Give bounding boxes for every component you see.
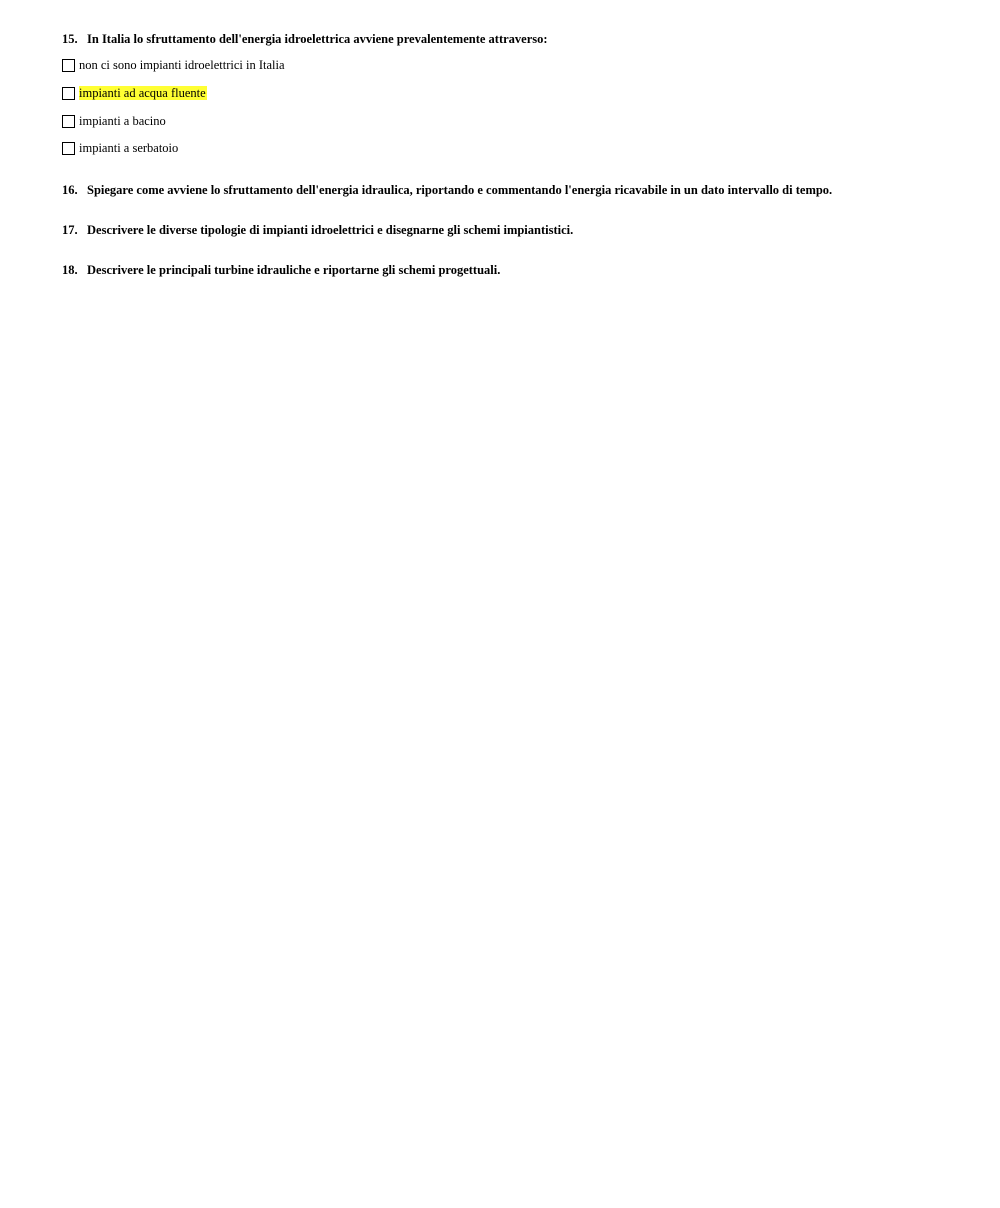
question-18 <box>62 262 500 278</box>
option-4[interactable] <box>62 140 179 156</box>
option-label: impianti a bacino <box>79 114 166 128</box>
question-text: In Italia lo sfruttamento dell'energia idroelettrica avviene prevalentemente attraverso: <box>87 32 548 46</box>
option-label: impianti a serbatoio <box>79 141 179 155</box>
option-label-highlighted: impianti ad acqua fluente <box>79 86 206 100</box>
question-number: 18. <box>62 263 78 277</box>
question-number: 15. <box>62 32 78 46</box>
option-3[interactable] <box>62 113 167 129</box>
checkbox[interactable] <box>62 142 75 155</box>
question-number: 16. <box>62 183 78 197</box>
question-text: Descrivere le diverse tipologie di impianti idroelettrici e disegnarne gli schemi impiantistici. <box>87 223 574 237</box>
checkbox[interactable] <box>62 59 75 72</box>
question-15 <box>62 31 548 47</box>
option-2[interactable] <box>62 85 207 101</box>
question-16 <box>62 182 832 198</box>
option-1[interactable] <box>62 57 286 73</box>
question-text: Descrivere le principali turbine idrauliche e riportarne gli schemi progettuali. <box>87 263 501 277</box>
question-17 <box>62 222 573 238</box>
question-text: Spiegare come avviene lo sfruttamento dell'energia idraulica, riportando e commentando l'energia ricavabile in un dato intervallo di tempo. <box>87 183 833 197</box>
checkbox[interactable] <box>62 87 75 100</box>
question-number: 17. <box>62 223 78 237</box>
checkbox[interactable] <box>62 115 75 128</box>
option-label: non ci sono impianti idroelettrici in Italia <box>79 58 285 72</box>
